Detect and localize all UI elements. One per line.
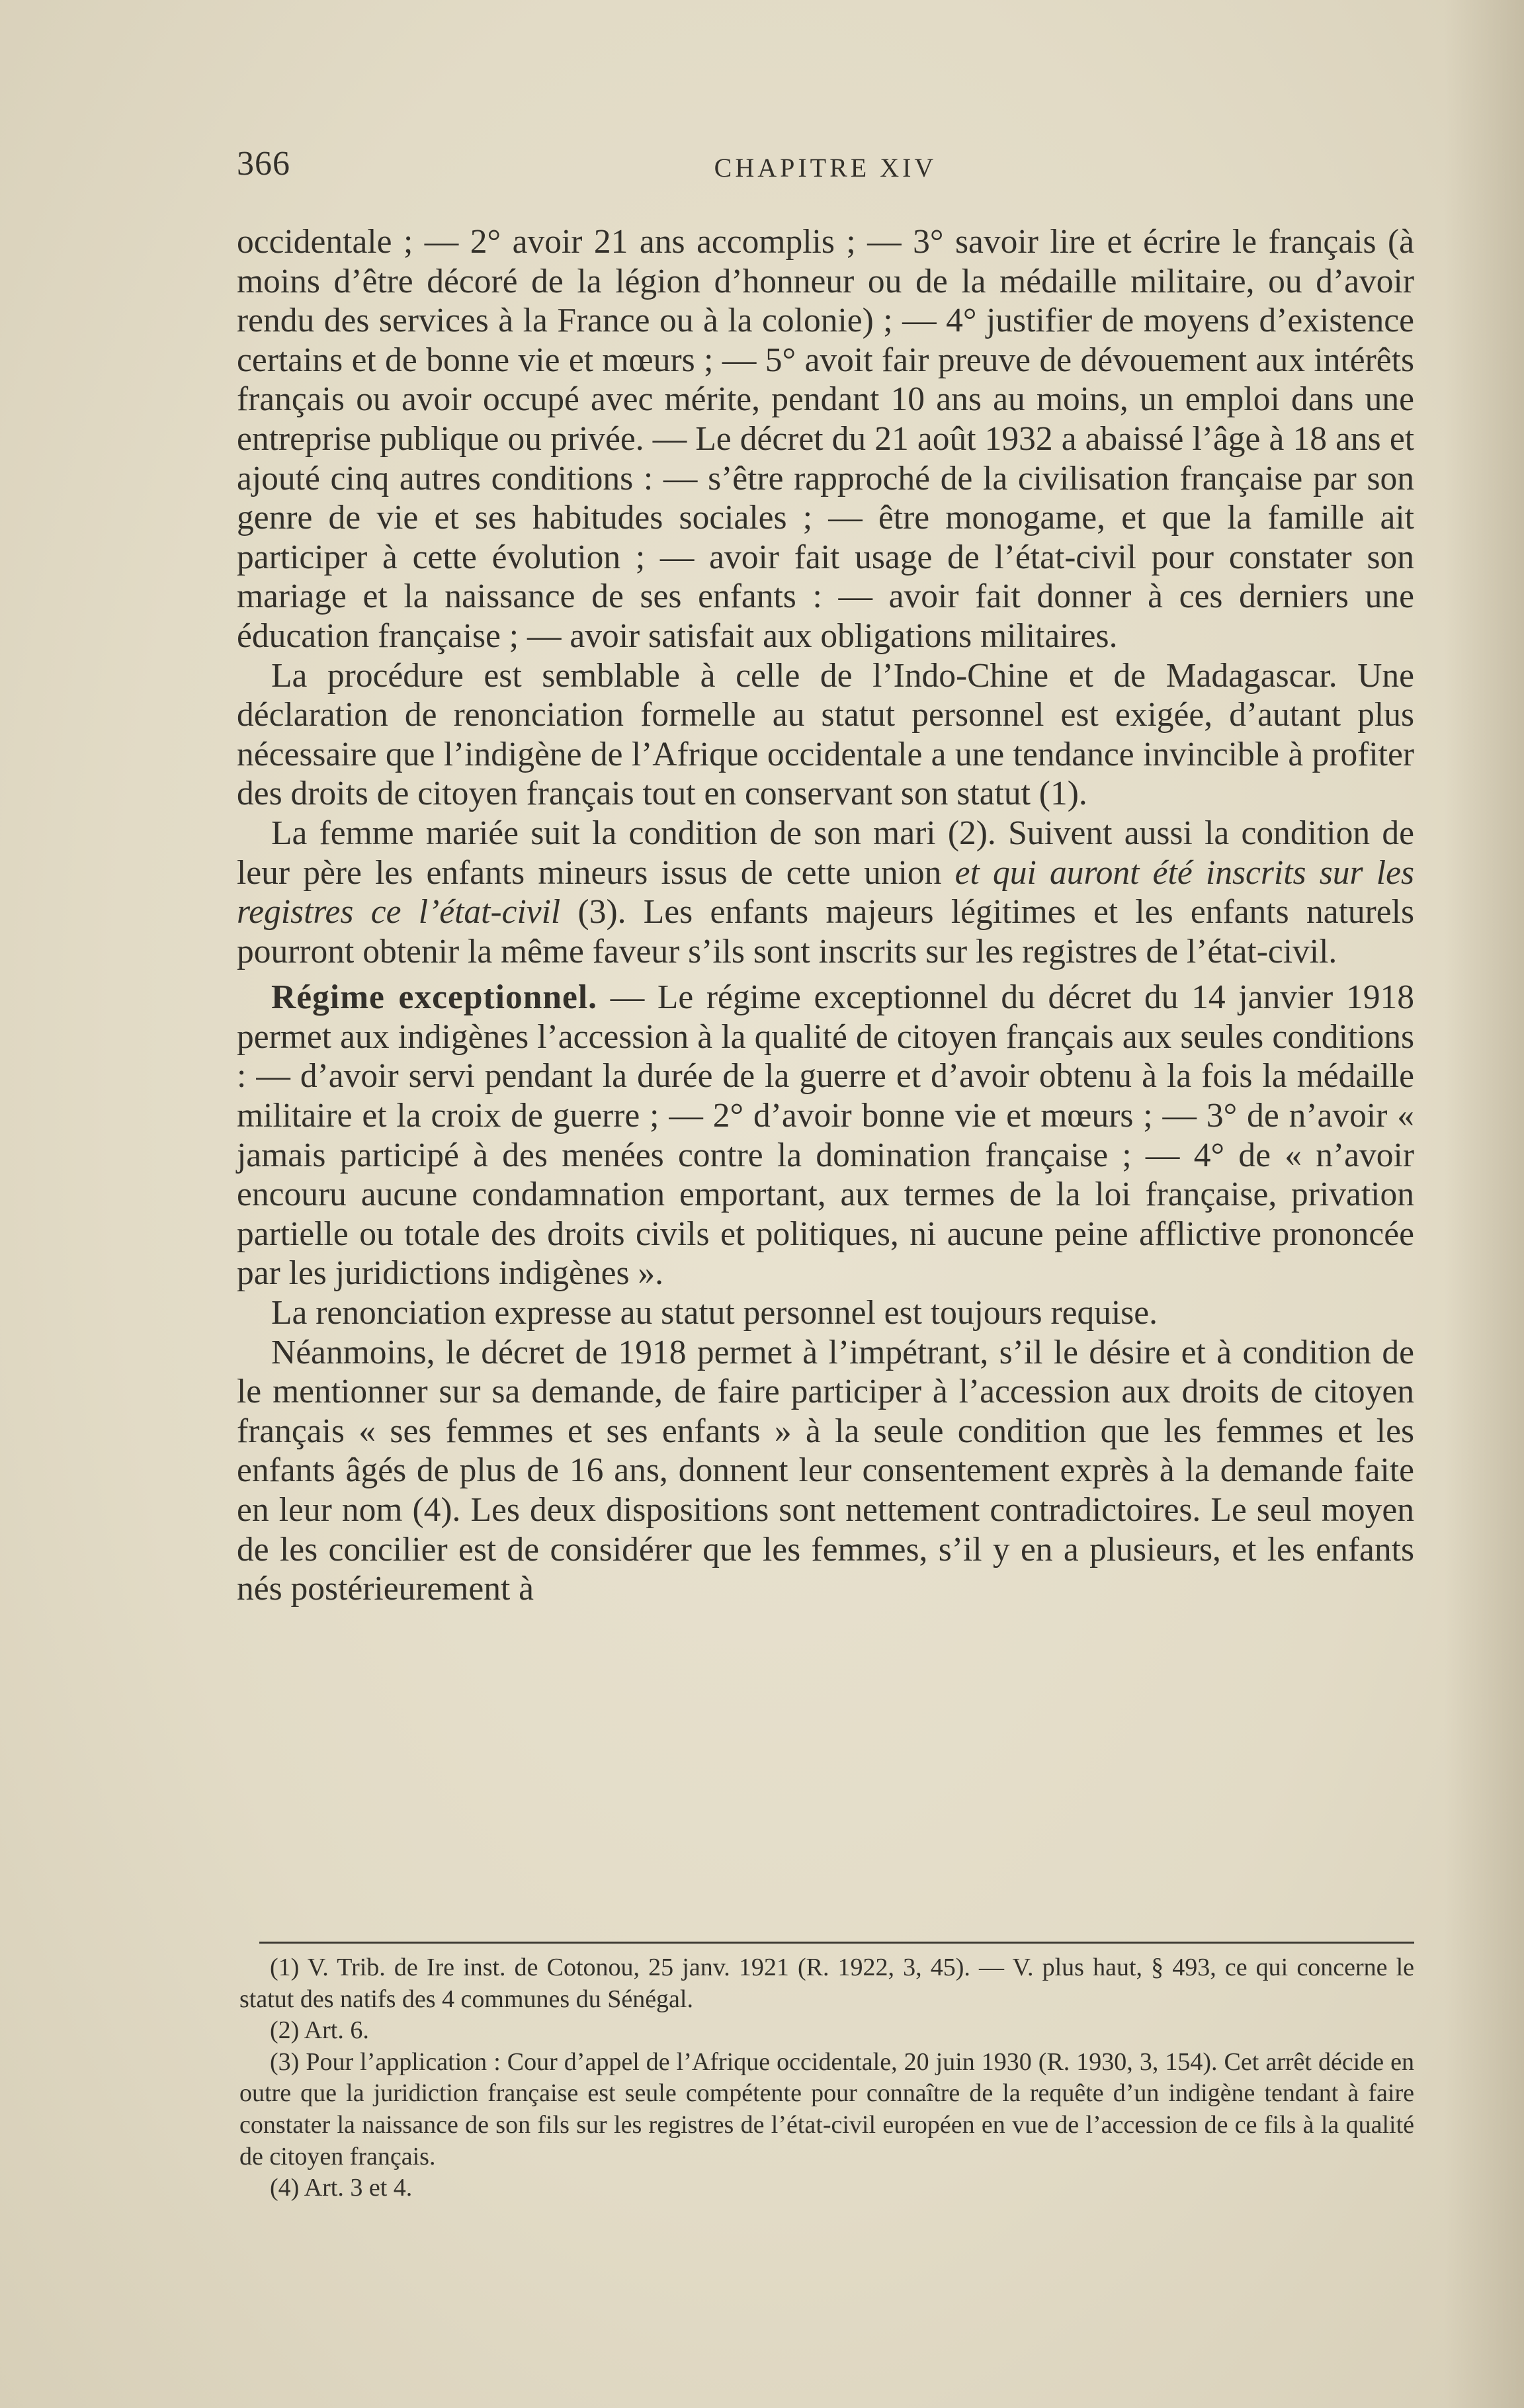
- page-edge-shadow: [1445, 0, 1524, 2408]
- paragraph-conditions: occidentale ; — 2° avoir 21 ans accomplis ; — 3° savoir lire et écrire le français (à moins d’être décoré de la légion d’honneur ou de la médaille militaire, ou d’avoir rendu des services à la France ou à la colonie) ; — 4° justifier de moyens d’existence certains et de bonne vie et mœurs ; — 5° avoit fair preuve de dévouement aux intérêts français ou avoir occupé avec mérite, pendant 10 ans au moins, un emploi dans une entreprise publique ou privée. — Le décret du 21 août 1932 a abaissé l’âge à 18 ans et ajouté cinq autres conditions : — s’être rapproché de la civilisation française par son genre de vie et ses habitudes sociales ; — être monogame, et que la famille ait participer à cette évolution ; — avoir fait usage de l’état-civil pour constater son mariage et la naissance de ses enfants : — avoir fait donner à ces derniers une éducation française ; — avoir satisfait aux obligations militaires.: [237, 223, 1414, 655]
- running-head: [237, 144, 1414, 191]
- footnote-1: (1) V. Trib. de Ire inst. de Cotonou, 25 janv. 1921 (R. 1922, 3, 45). — V. plus haut, § 493, ce qui concerne le statut des natifs des 4 communes du Sénégal.: [239, 1954, 1414, 2013]
- body-text: [237, 222, 1414, 1609]
- paragraph-renunciation: La renonciation expresse au statut personnel est toujours requise.: [271, 1294, 1158, 1332]
- page-number: 366: [237, 145, 290, 183]
- married-woman-italic: et qui auront été inscrits sur les registres ce l’état-civil: [237, 853, 1414, 931]
- footnote-divider: [259, 1942, 1414, 1944]
- footnote-3: (3) Pour l’application : Cour d’appel de l’Afrique occidentale, 20 juin 1930 (R. 1930, 3, 154). Cet arrêt décide en outre que la juridiction française est seule compétente pour connaître de la requête d’un indigène tendant à faire constater la naissance de son fils sur les registres de l’état-civil européen en vue de l’accession de ce fils à la qualité de citoyen français.: [239, 2047, 1414, 2171]
- section-heading: Régime exceptionnel.: [271, 978, 598, 1017]
- paragraph-decree-1918: Néanmoins, le décret de 1918 permet à l’impétrant, s’il le désire et à condition de le mentionner sur sa demande, de faire participer à l’accession aux droits de citoyen français « ses femmes et ses enfants » à la seule condition que les femmes et les enfants âgés de plus de 16 ans, donnent leur consentement exprès à la demande faite en leur nom (4). Les deux dispositions sont nettement contradictoires. Le seul moyen de les concilier est de considérer que les femmes, s’il y en a plusieurs, et les enfants nés postérieurement à: [237, 1333, 1414, 1608]
- exceptional-regime-text: — Le régime exceptionnel du décret du 14 janvier 1918 permet aux indigènes l’accession à la qualité de citoyen français aux seules conditions : — d’avoir servi pendant la durée de la guerre et d’avoir obtenu à la fois la médaille militaire et la croix de guerre ; — 2° d’avoir bonne vie et mœurs ; — 3° de n’avoir « jamais participé à des menées contre la domination française ; — 4° de « n’avoir encouru aucune condamnation emportant, aux termes de la loi française, privation partielle ou totale des droits civils et politiques, ni aucune peine afflictive prononcée par les juridictions indigènes ».: [237, 978, 1414, 1293]
- paragraph-married-woman: [237, 814, 1414, 971]
- married-woman-text-a: La femme mariée suit la condition de son mari (2). Suivent aussi la condition de leur père les enfants mineurs issus de cette union: [237, 814, 1414, 892]
- married-woman-text-b: (3). Les enfants majeurs légitimes et les enfants naturels pourront obtenir la même faveur s’ils sont inscrits sur les registres de l’état-civil.: [237, 893, 1414, 970]
- footnote-2: (2) Art. 6.: [270, 2016, 369, 2045]
- paragraph-procedure: La procédure est semblable à celle de l’Indo-Chine et de Madagascar. Une déclaration de renonciation formelle au statut personnel est exigée, d’autant plus nécessaire que l’indigène de l’Afrique occidentale a une tendance invincible à profiter des droits de citoyen français tout en conservant son statut (1).: [237, 656, 1414, 813]
- footnotes: [239, 1952, 1414, 2204]
- footnote-4: (4) Art. 3 et 4.: [270, 2174, 413, 2202]
- chapter-title: CHAPITRE XIV: [714, 153, 937, 183]
- paragraph-exceptional-regime: [237, 978, 1414, 1293]
